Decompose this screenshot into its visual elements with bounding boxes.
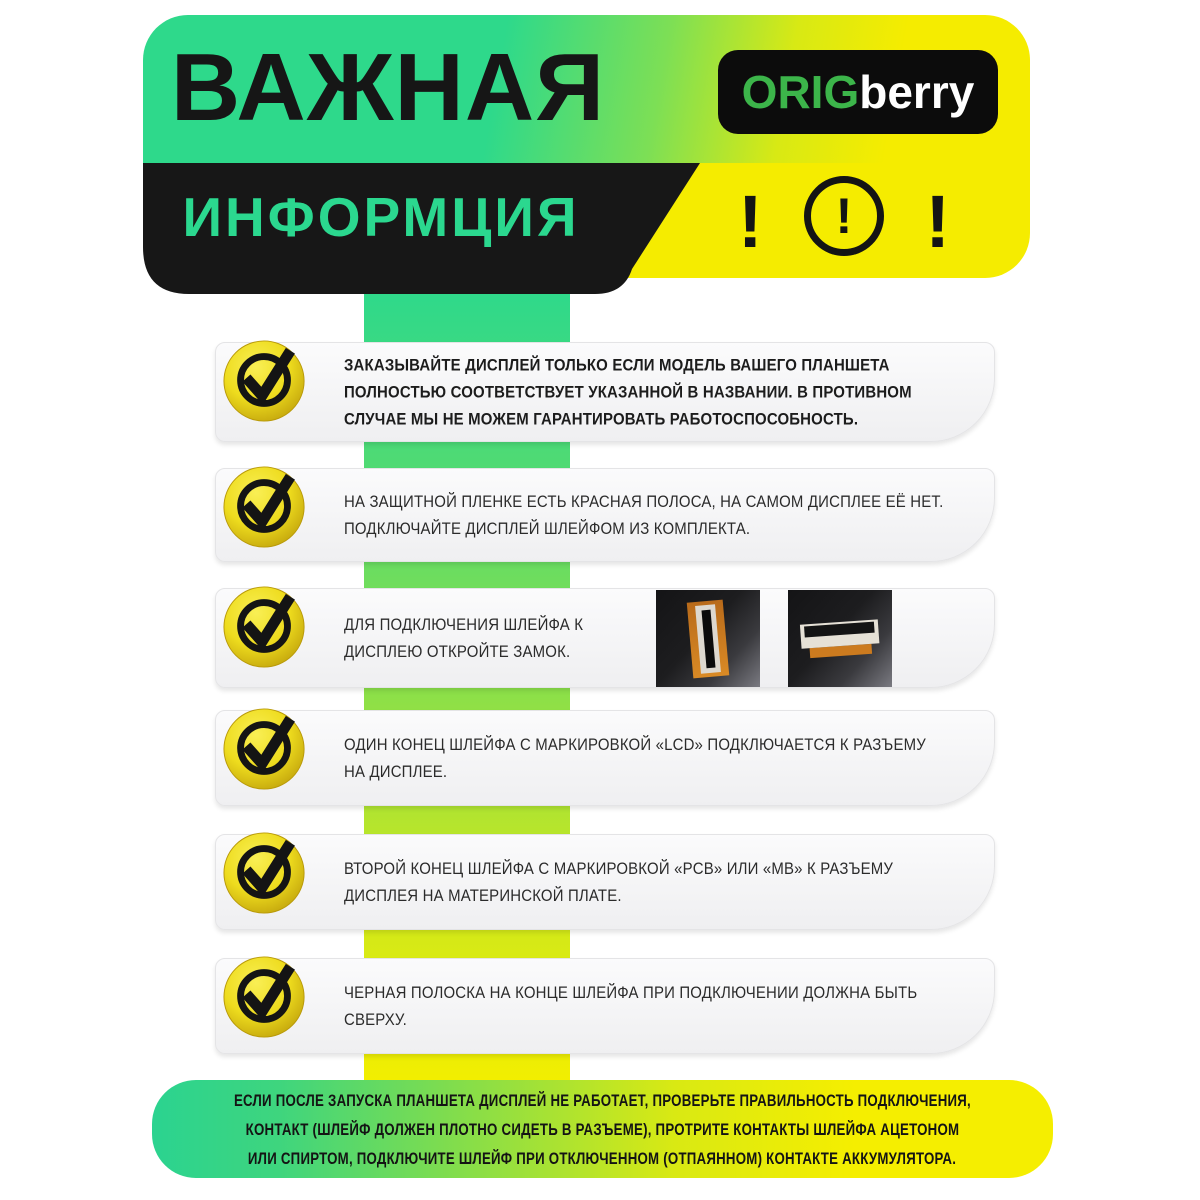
card-text-line: НА ЗАЩИТНОЙ ПЛЕНКЕ ЕСТЬ КРАСНАЯ ПОЛОСА, НА САМОМ ДИСПЛЕЕ ЕЁ НЕТ. — [344, 492, 944, 511]
card-text — [344, 352, 912, 433]
card-text-line: НА ДИСПЛЕЕ. — [344, 762, 448, 781]
info-card — [215, 958, 995, 1054]
card-text — [344, 731, 926, 785]
info-card — [215, 710, 995, 806]
card-text-line: ЧЕРНАЯ ПОЛОСКА НА КОНЦЕ ШЛЕЙФА ПРИ ПОДКЛЮЧЕНИИ ДОЛЖНА БЫТЬ — [344, 983, 918, 1002]
check-circle-icon — [222, 337, 308, 425]
card-text-line: ДЛЯ ПОДКЛЮЧЕНИЯ ШЛЕЙФА К — [344, 615, 584, 634]
card-text-line: ПОЛНОСТЬЮ СООТВЕТСТВУЕТ УКАЗАННОЙ В НАЗВАНИИ. В ПРОТИВНОМ — [344, 382, 912, 402]
brand-logo-orig: ORIG — [741, 66, 860, 118]
card-text-line: ЗАКАЗЫВАЙТЕ ДИСПЛЕЙ ТОЛЬКО ЕСЛИ МОДЕЛЬ ВАШЕГО ПЛАНШЕТА — [344, 355, 890, 375]
info-card — [215, 834, 995, 930]
check-circle-icon — [222, 829, 308, 917]
card-text-line: СВЕРХУ. — [344, 1010, 407, 1029]
info-card — [215, 588, 995, 688]
warning-icons-row — [738, 168, 950, 264]
card-text — [344, 611, 583, 665]
card-text-line: ДИСПЛЕЮ ОТКРОЙТЕ ЗАМОК. — [344, 642, 571, 661]
card-text — [344, 979, 917, 1033]
footer-banner — [152, 1080, 1053, 1178]
card-text-line: ПОДКЛЮЧАЙТЕ ДИСПЛЕЙ ШЛЕЙФОМ ИЗ КОМПЛЕКТА. — [344, 519, 751, 538]
card-text-line: ОДИН КОНЕЦ ШЛЕЙФА С МАРКИРОВКОЙ «LCD» ПОДКЛЮЧАЕТСЯ К РАЗЪЕМУ — [344, 735, 926, 754]
header-title-bottom: ИНФОРМЦИЯ — [182, 186, 580, 248]
header-title-top: ВАЖНАЯ — [170, 34, 606, 141]
footer-text-line: ИЛИ СПИРТОМ, ПОДКЛЮЧИТЕ ШЛЕЙФ ПРИ ОТКЛЮЧЕННОМ (ОТПАЯННОМ) КОНТАКТЕ АККУМУЛЯТОРА. — [248, 1148, 957, 1168]
footer-text-line: ЕСЛИ ПОСЛЕ ЗАПУСКА ПЛАНШЕТА ДИСПЛЕЙ НЕ РАБОТАЕТ, ПРОВЕРЬТЕ ПРАВИЛЬНОСТЬ ПОДКЛЮЧЕНИЯ, — [233, 1090, 972, 1110]
card-text-line: ВТОРОЙ КОНЕЦ ШЛЕЙФА С МАРКИРОВКОЙ «PCB» ИЛИ «MB» К РАЗЪЕМУ — [344, 859, 894, 878]
connector-photo-open — [656, 590, 760, 687]
brand-logo — [718, 50, 998, 134]
check-circle-icon — [222, 705, 308, 793]
connector-photo-closed — [788, 590, 892, 687]
card-text-line: ДИСПЛЕЯ НА МАТЕРИНСКОЙ ПЛАТЕ. — [344, 886, 622, 905]
exclamation-circle-icon — [804, 176, 884, 256]
info-card — [215, 468, 995, 562]
card-text-line: СЛУЧАЕ МЫ НЕ МОЖЕМ ГАРАНТИРОВАТЬ РАБОТОСПОСОБНОСТЬ. — [344, 409, 859, 429]
brand-logo-berry: berry — [859, 66, 975, 118]
card-text — [344, 855, 893, 909]
check-circle-icon — [222, 463, 308, 551]
info-card — [215, 342, 995, 442]
card-text — [344, 488, 943, 542]
exclamation-right-icon: ! — [925, 180, 950, 263]
check-circle-icon — [222, 583, 308, 671]
footer-text-line: КОНТАКТ (ШЛЕЙФ ДОЛЖЕН ПЛОТНО СИДЕТЬ В РАЗЪЕМЕ), ПРОТРИТЕ КОНТАКТЫ ШЛЕЙФА АЦЕТОНОМ — [245, 1119, 960, 1139]
check-circle-icon — [222, 953, 308, 1041]
exclamation-circle-glyph: ! — [835, 188, 853, 244]
exclamation-left-icon: ! — [738, 180, 763, 263]
